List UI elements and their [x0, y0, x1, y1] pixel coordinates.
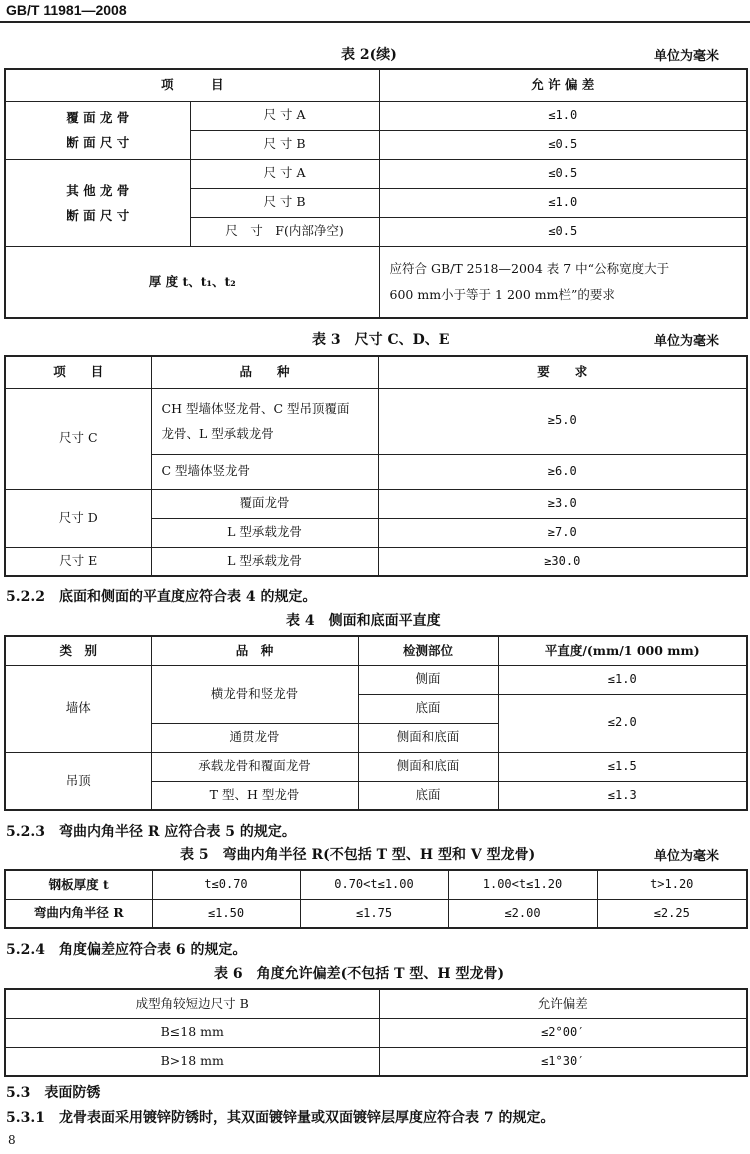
table2-other-dim-b-value: ≤1.0	[379, 188, 747, 217]
table2-thickness-line1: 应符合 GB/T 2518—2004 表 7 中“公称宽度大于	[389, 260, 670, 276]
table4-wall-part1: 侧面	[358, 665, 498, 694]
table5-unit: 单位为毫米	[654, 849, 720, 864]
table4-ceiling: 吊顶	[5, 752, 151, 810]
table4-ceiling-value2: ≤1.3	[498, 781, 747, 810]
table4-wall-value1: ≤1.0	[498, 665, 747, 694]
table3	[4, 355, 748, 577]
table4-header-flatness: 平直度/(mm/1 000 mm)	[498, 636, 747, 665]
table6-header-tolerance: 允许偏差	[379, 989, 747, 1018]
table3-caption: 表 3 尺寸 C、D、E	[312, 332, 450, 348]
table2-group-other-line2: 断 面 尺 寸	[66, 207, 130, 223]
table3-d-kind1-value: ≥3.0	[378, 489, 747, 518]
table2-caption: 表 2(续)	[341, 47, 397, 63]
table6-header-edge: 成型角较短边尺寸 B	[5, 989, 379, 1018]
table5-radius-head: 弯曲内角半径 R	[5, 899, 152, 928]
table4-wall-part2: 底面	[358, 694, 498, 723]
table3-c-kind1-line2: 龙骨、L 型承载龙骨	[161, 426, 274, 441]
table5-thickness-range: t≤0.70	[152, 870, 300, 899]
table2-other-dim-a: 尺 寸 A	[190, 159, 379, 188]
table4-wall: 墙体	[5, 665, 151, 752]
table3-c-kind2: C 型墙体竖龙骨	[151, 454, 378, 489]
table2-thickness-label: 厚 度 t、t₁、t₂	[5, 246, 379, 318]
table2-group-cover	[5, 101, 190, 159]
table3-c-kind1-line1: CH 型墙体竖龙骨、C 型吊顶覆面	[161, 401, 350, 416]
table6-row1-tolerance: ≤2°00′	[379, 1018, 747, 1047]
table6-row2-tolerance: ≤1°30′	[379, 1047, 747, 1076]
table4	[4, 635, 748, 811]
table2-group-other-line1: 其 他 龙 骨	[66, 182, 130, 198]
table3-e-kind1-value: ≥30.0	[378, 547, 747, 576]
table2-other-dim-f-value: ≤0.5	[379, 217, 747, 246]
table5-radius-value: ≤2.25	[597, 899, 747, 928]
table3-d-kind2-value: ≥7.0	[378, 518, 747, 547]
table3-unit: 单位为毫米	[654, 334, 720, 349]
table2-header-item: 项 目	[5, 69, 379, 101]
table3-dim-d: 尺寸 D	[5, 489, 151, 547]
table2-cover-dim-a-value: ≤1.0	[379, 101, 747, 130]
table4-ceiling-value1: ≤1.5	[498, 752, 747, 781]
table4-ceiling-kind2: T 型、H 型龙骨	[151, 781, 358, 810]
table3-header-item: 项 目	[5, 356, 151, 388]
table2-other-dim-a-value: ≤0.5	[379, 159, 747, 188]
page-number: 8	[8, 1133, 16, 1147]
table4-wall-kind2: 通贯龙骨	[151, 723, 358, 752]
table6-row1-edge: B≤18 mm	[5, 1018, 379, 1047]
table2-cover-dim-a: 尺 寸 A	[190, 101, 379, 130]
table5-thickness-range: t>1.20	[597, 870, 747, 899]
table6-caption: 表 6 角度允许偏差(不包括 T 型、H 型龙骨)	[214, 966, 505, 982]
table4-wall-kind1: 横龙骨和竖龙骨	[151, 665, 358, 723]
table6	[4, 988, 748, 1077]
table2-thickness-requirement	[379, 246, 747, 318]
table5-caption: 表 5 弯曲内角半径 R(不包括 T 型、H 型和 V 型龙骨)	[180, 847, 536, 863]
table2-header-tolerance: 允 许 偏 差	[379, 69, 747, 101]
table5-thickness-head: 钢板厚度 t	[5, 870, 152, 899]
table3-dim-c: 尺寸 C	[5, 388, 151, 489]
table3-header-kind: 品 种	[151, 356, 378, 388]
table2-group-cover-line1: 覆 面 龙 骨	[66, 110, 130, 125]
table2-cover-dim-b-value: ≤0.5	[379, 130, 747, 159]
table3-e-kind1: L 型承载龙骨	[151, 547, 378, 576]
standard-number: GB/T 11981—2008	[6, 2, 127, 18]
table3-d-kind1: 覆面龙骨	[151, 489, 378, 518]
table5-thickness-range: 1.00<t≤1.20	[448, 870, 597, 899]
table5	[4, 869, 748, 929]
table4-wall-value2: ≤2.0	[498, 694, 747, 752]
table4-ceiling-part2: 底面	[358, 781, 498, 810]
table2-group-other	[5, 159, 190, 246]
table5-radius-value: ≤2.00	[448, 899, 597, 928]
table4-ceiling-kind1: 承载龙骨和覆面龙骨	[151, 752, 358, 781]
table2-other-dim-b: 尺 寸 B	[190, 188, 379, 217]
table3-dim-e: 尺寸 E	[5, 547, 151, 576]
section-5-2-2: 5.2.2 底面和侧面的平直度应符合表 4 的规定。	[6, 589, 317, 605]
table3-c-kind1	[151, 388, 378, 454]
table5-thickness-range: 0.70<t≤1.00	[300, 870, 448, 899]
table5-radius-value: ≤1.75	[300, 899, 448, 928]
table2	[4, 68, 748, 319]
section-5-3: 5.3 表面防锈	[6, 1085, 101, 1101]
table3-c-kind1-value: ≥5.0	[378, 388, 747, 454]
table3-header-requirement: 要 求	[378, 356, 747, 388]
table3-d-kind2: L 型承载龙骨	[151, 518, 378, 547]
table2-group-cover-line2: 断 面 尺 寸	[66, 135, 130, 150]
header-rule	[0, 21, 750, 23]
table4-ceiling-part1: 侧面和底面	[358, 752, 498, 781]
table4-caption: 表 4 侧面和底面平直度	[286, 613, 441, 629]
section-5-2-3: 5.2.3 弯曲内角半径 R 应符合表 5 的规定。	[6, 824, 296, 840]
table4-wall-part3: 侧面和底面	[358, 723, 498, 752]
table2-other-dim-f: 尺 寸 F(内部净空)	[190, 217, 379, 246]
table2-cover-dim-b: 尺 寸 B	[190, 130, 379, 159]
table6-row2-edge: B>18 mm	[5, 1047, 379, 1076]
table3-c-kind2-value: ≥6.0	[378, 454, 747, 489]
table2-unit: 单位为毫米	[654, 49, 720, 64]
table5-radius-value: ≤1.50	[152, 899, 300, 928]
table4-header-part: 检测部位	[358, 636, 498, 665]
table4-header-class: 类 别	[5, 636, 151, 665]
table4-header-kind: 品 种	[151, 636, 358, 665]
table2-thickness-line2: 600 mm小于等于 1 200 mm栏”的要求	[389, 286, 615, 302]
section-5-3-1: 5.3.1 龙骨表面采用镀锌防锈时，其双面镀锌量或双面镀锌层厚度应符合表 7 的规定。	[6, 1110, 555, 1126]
section-5-2-4: 5.2.4 角度偏差应符合表 6 的规定。	[6, 942, 247, 958]
